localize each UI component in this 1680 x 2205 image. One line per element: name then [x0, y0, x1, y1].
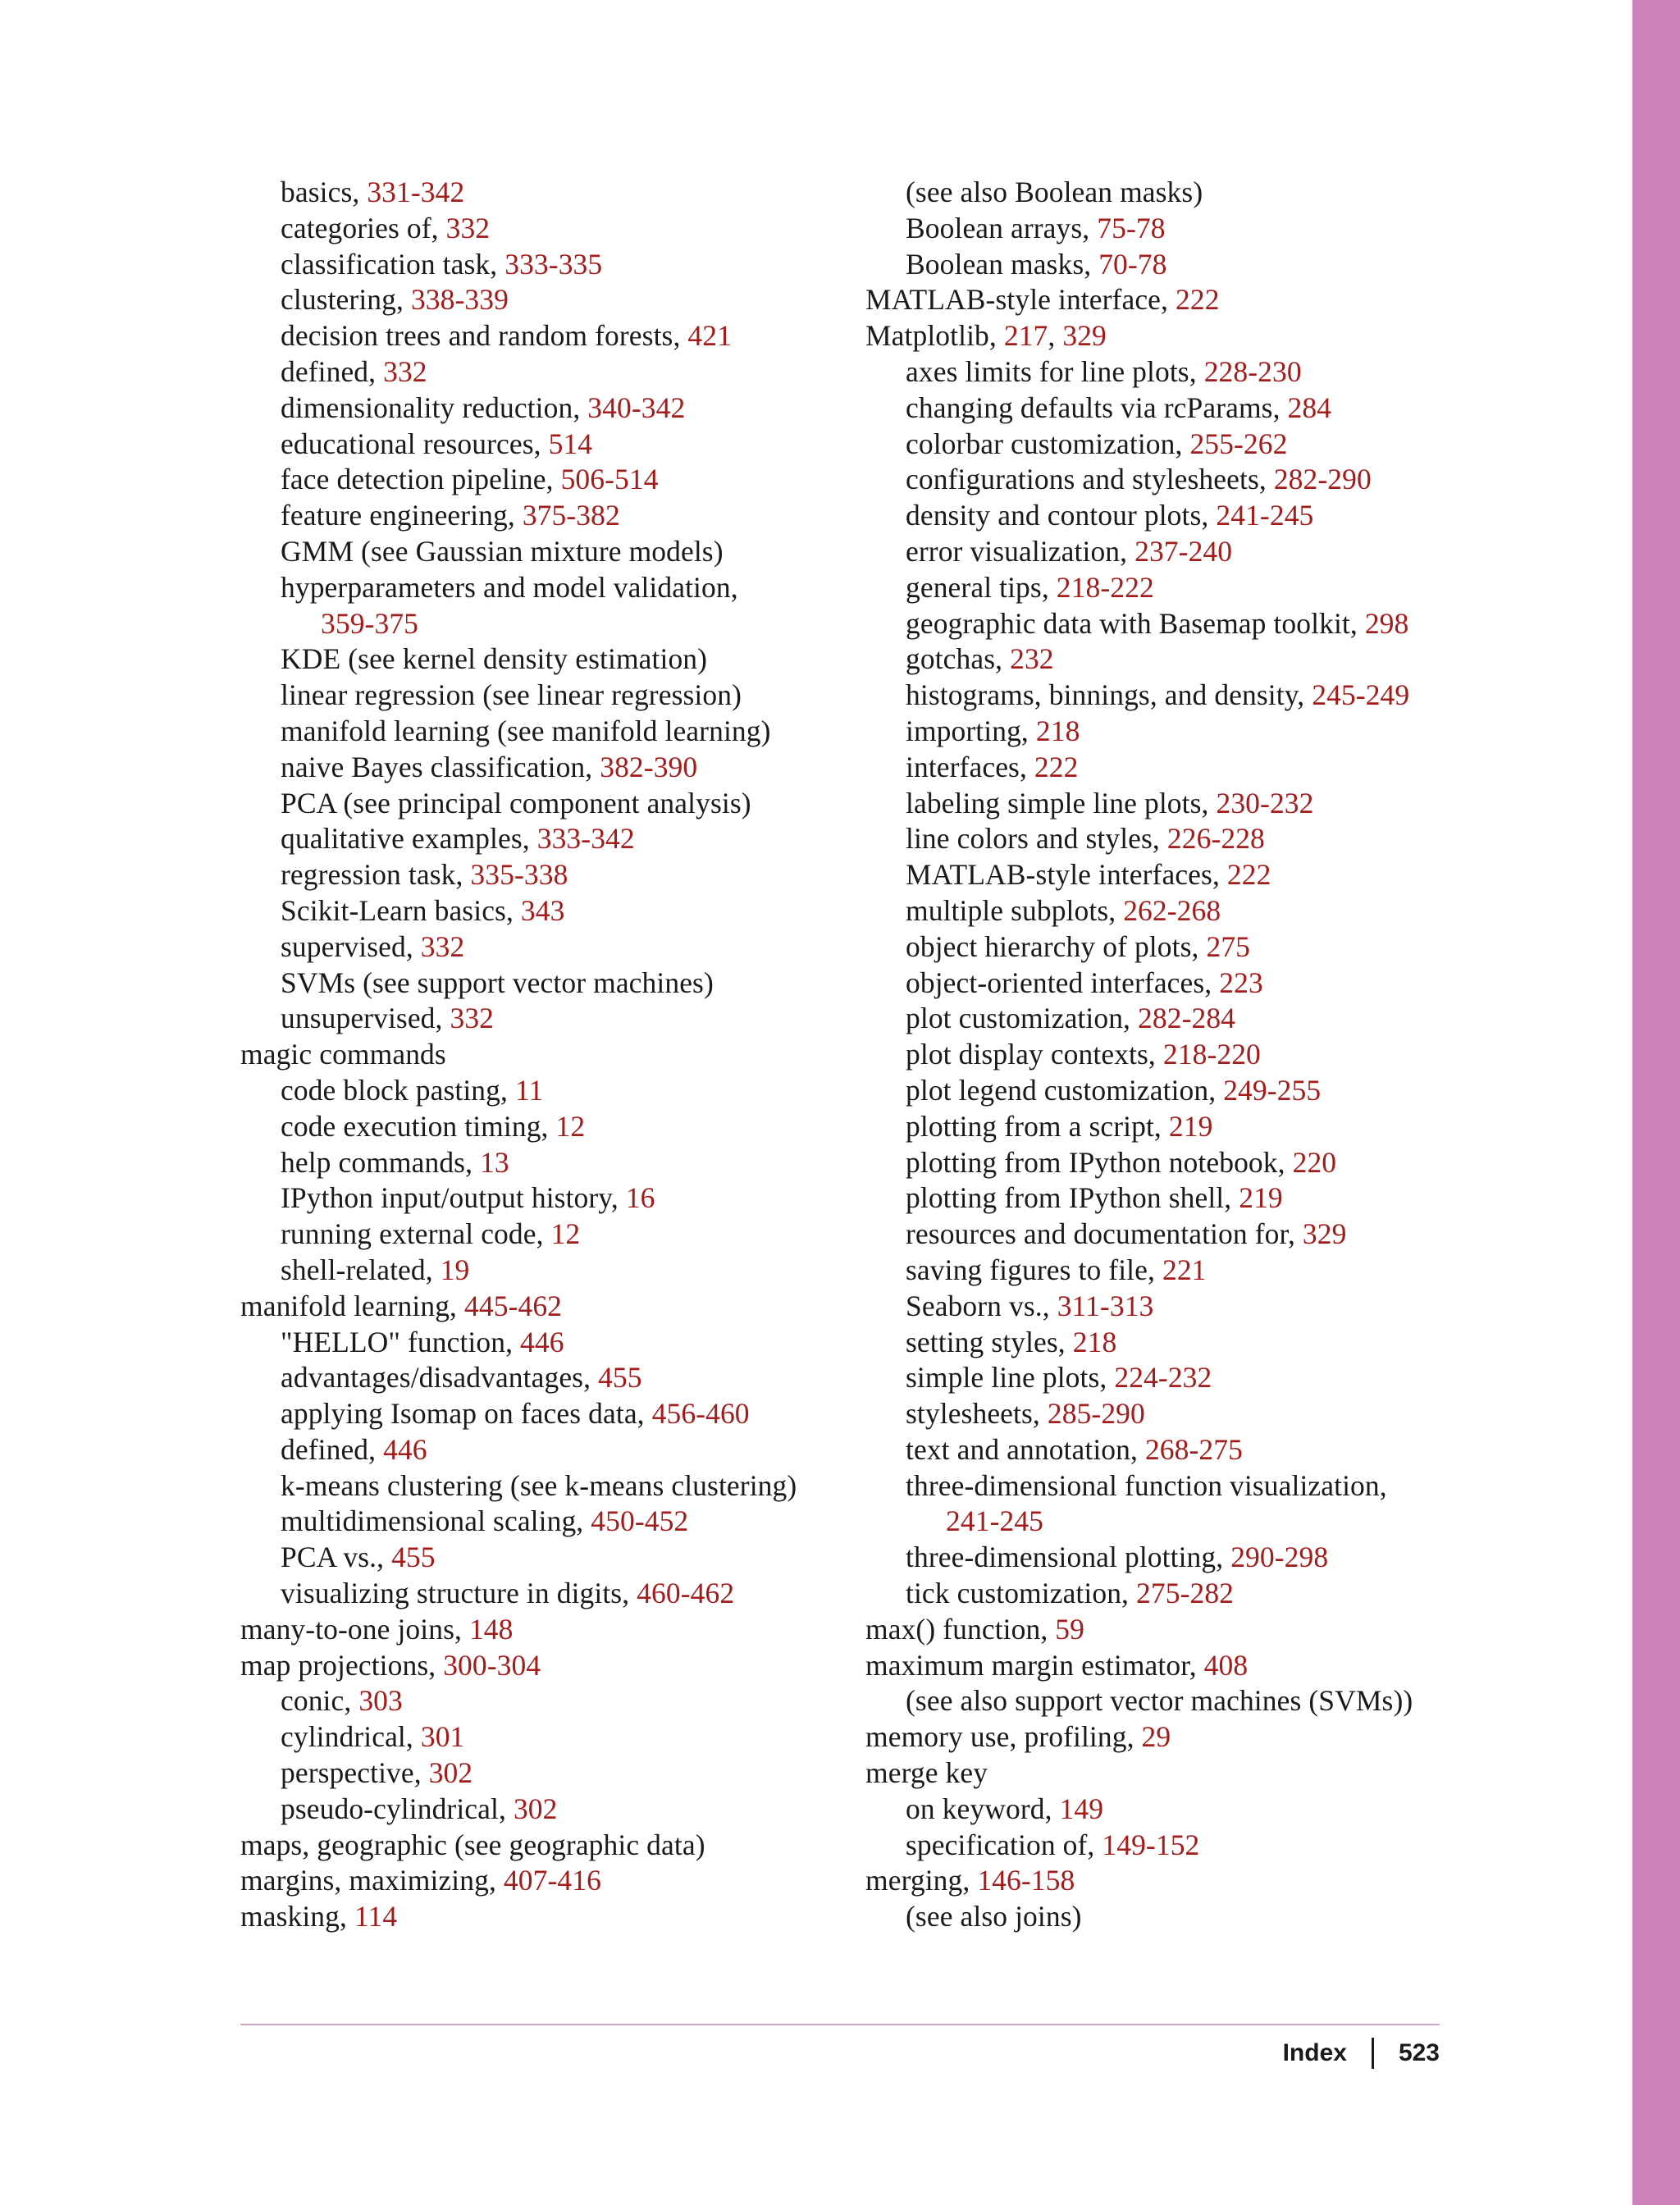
page-footer [1283, 2033, 1440, 2074]
page-reference-link[interactable]: 329 [1062, 319, 1107, 353]
page-reference-link[interactable]: 12 [550, 1217, 581, 1251]
index-entry [240, 1037, 888, 1073]
page-reference-link[interactable]: 329 [1302, 1217, 1347, 1251]
entry-term: "HELLO" function, [281, 1325, 521, 1358]
entry-term: interfaces, [906, 750, 1034, 783]
entry-term: margins, maximizing, [240, 1864, 504, 1897]
index-subentry [240, 1468, 888, 1504]
entry-term: unsupervised, [281, 1002, 450, 1035]
thumb-index-tab [1632, 0, 1680, 2205]
entry-term: manifold learning, [240, 1289, 465, 1322]
entry-term: line colors and styles, [906, 822, 1167, 856]
page-reference-link[interactable]: 19 [440, 1253, 470, 1286]
page-reference-link[interactable]: 262-268 [1123, 893, 1221, 927]
index-entry [240, 1289, 888, 1325]
entry-term: on keyword, [906, 1792, 1060, 1825]
entry-term: labeling simple line plots, [906, 786, 1217, 819]
index-subentry [240, 1360, 888, 1396]
page-reference-link[interactable]: 338-339 [410, 283, 509, 317]
page-reference-link[interactable]: 230-232 [1216, 786, 1314, 819]
page-reference-link[interactable]: 450-452 [591, 1504, 689, 1538]
entry-term: perspective, [281, 1756, 429, 1790]
page-reference-link[interactable]: 218-220 [1162, 1038, 1261, 1071]
page-reference-link[interactable]: 285-290 [1047, 1397, 1145, 1431]
entry-term: many-to-one joins, [240, 1612, 469, 1646]
index-subentry [865, 211, 1513, 247]
index-subentry [240, 1540, 888, 1576]
index-subentry [240, 1109, 888, 1145]
entry-term: applying Isomap on faces data, [281, 1397, 652, 1431]
index-subentry [240, 750, 888, 786]
page-reference-link[interactable]: 514 [548, 427, 593, 460]
index-subentry [865, 821, 1513, 857]
page-reference-link[interactable]: 446 [383, 1432, 427, 1466]
index-subentry [240, 857, 888, 893]
index-subentry [240, 1755, 888, 1792]
index-subentry [865, 1325, 1513, 1361]
index-entry [865, 318, 1513, 354]
page-reference-link[interactable]: 218-222 [1056, 570, 1154, 604]
page-reference-link[interactable]: 335-338 [470, 858, 568, 892]
page-reference-link[interactable]: 232 [1010, 642, 1054, 676]
page-reference-link[interactable]: 455 [598, 1361, 642, 1395]
page-reference-link[interactable]: 303 [358, 1684, 403, 1718]
page-reference-link[interactable]: 300-304 [443, 1648, 541, 1682]
page-reference-link[interactable]: 59 [1055, 1612, 1084, 1646]
footer-rule [240, 2024, 1440, 2025]
index-subentry [240, 1253, 888, 1289]
entry-term: object hierarchy of plots, [906, 929, 1207, 963]
index-subentry [240, 211, 888, 247]
page-reference-link[interactable]: 343 [520, 893, 565, 927]
entry-term: pseudo-cylindrical, [281, 1792, 514, 1825]
index-subentry [865, 641, 1513, 678]
page-reference-link[interactable]: 301 [420, 1720, 465, 1754]
entry-term: code block pasting, [281, 1073, 515, 1107]
index-subentry [865, 462, 1513, 498]
index-subentry [240, 318, 888, 354]
index-subentry [865, 1289, 1513, 1325]
entry-term: clustering, [281, 283, 411, 317]
entry-term: cylindrical, [281, 1720, 421, 1754]
index-subentry [865, 1432, 1513, 1468]
page-reference-link[interactable]: 333-335 [504, 247, 603, 281]
index-subentry [865, 1504, 1513, 1540]
entry-term: setting styles, [906, 1325, 1073, 1358]
entry-term: shell-related, [281, 1253, 441, 1286]
page-reference-link[interactable]: 332 [450, 1002, 495, 1035]
index-subentry [865, 678, 1513, 714]
page-reference-link[interactable]: 218 [1072, 1325, 1117, 1358]
index-subentry [240, 390, 888, 427]
entry-term: face detection pipeline, [281, 463, 561, 496]
entry-term: classification task, [281, 247, 505, 281]
entry-term: educational resources, [281, 427, 549, 460]
entry-term: three-dimensional plotting, [906, 1541, 1231, 1574]
page-reference-link[interactable]: 224-232 [1114, 1361, 1212, 1395]
page-number: 523 [1398, 2039, 1440, 2066]
entry-term: defined, [281, 1432, 384, 1466]
index-subentry [240, 929, 888, 966]
page-reference-link[interactable]: 275-282 [1136, 1577, 1235, 1610]
index-subentry [240, 1180, 888, 1217]
entry-term: SVMs (see support vector machines) [281, 966, 714, 999]
page-reference-link[interactable]: 226-228 [1166, 822, 1265, 856]
index-subentry [865, 390, 1513, 427]
page-reference-link[interactable]: 255-262 [1189, 427, 1288, 460]
index-subentry [240, 1792, 888, 1828]
entry-term: k-means clustering (see k-means clustering) [281, 1468, 797, 1502]
index-entry [865, 1719, 1513, 1755]
entry-term: (see also joins) [906, 1900, 1082, 1933]
index-subentry [865, 750, 1513, 786]
entry-term: regression task, [281, 858, 471, 892]
entry-term: advantages/disadvantages, [281, 1361, 599, 1395]
index-subentry [240, 1325, 888, 1361]
page-reference-link[interactable]: 222 [1226, 858, 1271, 892]
ref-separator: , [1048, 319, 1063, 353]
page-reference-link[interactable]: 311-313 [1057, 1289, 1154, 1322]
entry-term: Boolean masks, [906, 247, 1099, 281]
page-reference-link[interactable]: 290-298 [1230, 1541, 1329, 1574]
entry-term: basics, [281, 176, 368, 208]
entry-term: Boolean arrays, [906, 211, 1098, 244]
index-subentry [865, 1109, 1513, 1145]
entry-term: general tips, [906, 570, 1057, 604]
page-reference-link[interactable]: 332 [383, 354, 427, 388]
page-reference-link[interactable]: 241-245 [1216, 499, 1314, 532]
entry-term: qualitative examples, [281, 822, 537, 856]
page-reference-link[interactable]: 222 [1034, 750, 1079, 783]
entry-term: running external code, [281, 1217, 551, 1251]
page-reference-link[interactable]: 11 [514, 1073, 544, 1107]
page-reference-link[interactable]: 75-78 [1097, 211, 1166, 244]
entry-term: stylesheets, [906, 1397, 1048, 1431]
entry-term: Scikit-Learn basics, [281, 893, 521, 927]
page-reference-link[interactable]: 219 [1239, 1181, 1283, 1215]
entry-term: histograms, binnings, and density, [906, 678, 1312, 712]
index-subentry [240, 1217, 888, 1253]
index-subentry [865, 1396, 1513, 1432]
page-reference-link[interactable]: 282-290 [1273, 463, 1372, 496]
index-entry [240, 1828, 888, 1864]
index-subentry [240, 1145, 888, 1181]
index-subentry [865, 570, 1513, 606]
entry-term: Seaborn vs., [906, 1289, 1057, 1322]
index-subentry [865, 1001, 1513, 1037]
index-subentry [240, 786, 888, 822]
index-column-right [865, 175, 1513, 1935]
index-subentry [240, 1576, 888, 1612]
entry-term: masking, [240, 1900, 354, 1933]
page-reference-link[interactable]: 219 [1168, 1109, 1213, 1143]
page-reference-link[interactable]: 29 [1141, 1720, 1171, 1754]
entry-term: geographic data with Basemap toolkit, [906, 606, 1365, 640]
entry-term: configurations and stylesheets, [906, 463, 1274, 496]
entry-term: Matplotlib, [865, 319, 1004, 353]
index-entry [240, 1899, 888, 1935]
index-subentry [240, 1396, 888, 1432]
entry-term: (see also support vector machines (SVMs)) [906, 1684, 1413, 1718]
index-subentry [865, 966, 1513, 1002]
entry-term: PCA (see principal component analysis) [281, 786, 751, 819]
entry-term: dimensionality reduction, [281, 390, 588, 424]
index-subentry [240, 893, 888, 929]
page-reference-link[interactable]: 237-240 [1134, 534, 1233, 568]
entry-term: (see also Boolean masks) [906, 176, 1203, 208]
index-subentry [865, 857, 1513, 893]
entry-term: text and annotation, [906, 1432, 1145, 1466]
index-subentry [865, 1253, 1513, 1289]
entry-term: three-dimensional function visualization, [906, 1468, 1387, 1502]
footer-separator [1372, 2038, 1374, 2069]
page-reference-link[interactable]: 456-460 [651, 1397, 750, 1431]
index-entry [865, 1863, 1513, 1899]
entry-term: feature engineering, [281, 499, 523, 532]
entry-term: GMM (see Gaussian mixture models) [281, 534, 724, 568]
page-reference-link[interactable]: 249-255 [1223, 1073, 1322, 1107]
entry-term: axes limits for line plots, [906, 354, 1204, 388]
index-subentry [240, 175, 888, 211]
index-subentry [865, 498, 1513, 534]
index-subentry [240, 714, 888, 750]
entry-term: IPython input/output history, [281, 1181, 626, 1215]
index-column-left [240, 175, 888, 1935]
page-reference-link[interactable]: 114 [354, 1900, 398, 1933]
page-reference-link[interactable]: 302 [428, 1756, 473, 1790]
entry-term: plotting from IPython shell, [906, 1181, 1239, 1215]
page-reference-link[interactable]: 149 [1059, 1792, 1104, 1825]
entry-term: tick customization, [906, 1577, 1137, 1610]
page-reference-link[interactable]: 149-152 [1102, 1828, 1200, 1861]
page-reference-link[interactable]: 217 [1003, 319, 1048, 353]
entry-term: code execution timing, [281, 1109, 556, 1143]
entry-term: manifold learning (see manifold learning) [281, 714, 771, 747]
page-reference-link[interactable]: 332 [420, 929, 465, 963]
page-reference-link[interactable]: 223 [1219, 966, 1263, 999]
index-subentry [865, 893, 1513, 929]
index-subentry [240, 821, 888, 857]
entry-term: conic, [281, 1684, 359, 1718]
index-subentry [240, 534, 888, 570]
entry-term: visualizing structure in digits, [281, 1577, 637, 1610]
index-subentry [865, 175, 1513, 211]
entry-term: KDE (see kernel density estimation) [281, 642, 708, 676]
entry-term: saving figures to file, [906, 1253, 1162, 1286]
page-reference-link[interactable]: 218 [1035, 714, 1080, 747]
entry-term: PCA vs., [281, 1541, 392, 1574]
index-subentry [865, 929, 1513, 966]
index-subentry [865, 1828, 1513, 1864]
index-subentry [240, 1001, 888, 1037]
entry-term: magic commands [240, 1038, 446, 1071]
index-subentry [865, 1576, 1513, 1612]
index-entry [240, 1648, 888, 1684]
page-reference-link[interactable]: 241-245 [946, 1504, 1044, 1538]
page-reference-link[interactable]: 333-342 [536, 822, 635, 856]
entry-term: colorbar customization, [906, 427, 1190, 460]
entry-term: decision trees and random forests, [281, 319, 688, 353]
entry-term: memory use, profiling, [865, 1720, 1142, 1754]
entry-term: maps, geographic (see geographic data) [240, 1828, 705, 1861]
page-reference-link[interactable]: 284 [1287, 390, 1332, 424]
entry-term: object-oriented interfaces, [906, 966, 1220, 999]
page-reference-link[interactable]: 359-375 [321, 606, 419, 640]
entry-term: gotchas, [906, 642, 1011, 676]
entry-term: specification of, [906, 1828, 1102, 1861]
index-entry [865, 1612, 1513, 1648]
page-reference-link[interactable]: 421 [687, 319, 732, 353]
entry-term: merging, [865, 1864, 978, 1897]
index-entry [865, 282, 1513, 318]
entry-term: multidimensional scaling, [281, 1504, 591, 1538]
page-reference-link[interactable]: 298 [1364, 606, 1409, 640]
entry-term: error visualization, [906, 534, 1135, 568]
index-subentry [240, 247, 888, 283]
entry-term: help commands, [281, 1145, 481, 1179]
index-subentry [240, 641, 888, 678]
index-subentry [865, 1683, 1513, 1719]
entry-term: categories of, [281, 211, 446, 244]
page-reference-link[interactable]: 146-158 [977, 1864, 1075, 1897]
entry-term: plot legend customization, [906, 1073, 1224, 1107]
index-subentry [865, 1037, 1513, 1073]
index-subentry [240, 606, 888, 642]
index-subentry [240, 966, 888, 1002]
index-subentry [240, 1504, 888, 1540]
entry-term: plot customization, [906, 1002, 1139, 1035]
entry-term: multiple subplots, [906, 893, 1124, 927]
page-reference-link[interactable]: 282-284 [1138, 1002, 1236, 1035]
index-subentry [865, 534, 1513, 570]
index-subentry [865, 1899, 1513, 1935]
index-subentry [865, 247, 1513, 283]
entry-term: MATLAB-style interfaces, [906, 858, 1227, 892]
index-entry [865, 1755, 1513, 1792]
page-reference-link[interactable]: 221 [1162, 1253, 1207, 1286]
page-reference-link[interactable]: 340-342 [587, 390, 686, 424]
entry-term: importing, [906, 714, 1036, 747]
page-reference-link[interactable]: 12 [555, 1109, 586, 1143]
index-subentry [240, 1719, 888, 1755]
page-reference-link[interactable]: 332 [445, 211, 491, 244]
index-subentry [865, 1540, 1513, 1576]
index-subentry [240, 1683, 888, 1719]
page-reference-link[interactable]: 407-416 [503, 1864, 601, 1897]
page-reference-link[interactable]: 268-275 [1144, 1432, 1243, 1466]
index-entry [240, 1863, 888, 1899]
page-reference-link[interactable]: 16 [625, 1181, 655, 1215]
index-subentry [865, 1468, 1513, 1504]
entry-term: plotting from IPython notebook, [906, 1145, 1293, 1179]
page-reference-link[interactable]: 506-514 [560, 463, 659, 496]
page-reference-link[interactable]: 228-230 [1203, 354, 1302, 388]
index-subentry [240, 678, 888, 714]
page-reference-link[interactable]: 455 [391, 1541, 436, 1574]
page-reference-link[interactable]: 13 [480, 1145, 509, 1179]
index-subentry [240, 462, 888, 498]
page-reference-link[interactable]: 275 [1206, 929, 1251, 963]
index-subentry [865, 1792, 1513, 1828]
index-subentry [865, 1180, 1513, 1217]
page-reference-link[interactable]: 148 [468, 1612, 514, 1646]
page-reference-link[interactable]: 302 [513, 1792, 558, 1825]
entry-term: resources and documentation for, [906, 1217, 1303, 1251]
entry-term: naive Bayes classification, [281, 750, 600, 783]
entry-term: map projections, [240, 1648, 444, 1682]
entry-term: hyperparameters and model validation, [281, 570, 738, 604]
index-entry [240, 1612, 888, 1648]
page-reference-link[interactable]: 445-462 [464, 1289, 563, 1322]
page-reference-link[interactable]: 70-78 [1098, 247, 1167, 281]
page-reference-link[interactable]: 375-382 [522, 499, 620, 532]
index-subentry [865, 1073, 1513, 1109]
entry-term: changing defaults via rcParams, [906, 390, 1288, 424]
index-subentry [865, 786, 1513, 822]
index-subentry [865, 354, 1513, 390]
index-subentry [240, 1073, 888, 1109]
page-reference-link[interactable]: 222 [1176, 283, 1220, 317]
entry-term: linear regression (see linear regression) [281, 678, 742, 712]
footer-section-label: Index [1282, 2039, 1347, 2066]
entry-term: plot display contexts, [906, 1038, 1163, 1071]
entry-term: simple line plots, [906, 1361, 1115, 1395]
page-reference-link[interactable]: 331-342 [367, 176, 465, 208]
index-subentry [865, 1360, 1513, 1396]
page-reference-link[interactable]: 460-462 [637, 1577, 735, 1610]
entry-term: defined, [281, 354, 384, 388]
index-subentry [240, 1432, 888, 1468]
entry-term: max() function, [865, 1612, 1056, 1646]
page-reference-link[interactable]: 382-390 [600, 750, 698, 783]
index-subentry [240, 354, 888, 390]
entry-term: supervised, [281, 929, 421, 963]
page-reference-link[interactable]: 245-249 [1312, 678, 1410, 712]
index-subentry [240, 570, 888, 606]
index-subentry [240, 498, 888, 534]
index-subentry [865, 1217, 1513, 1253]
index-entry [865, 1648, 1513, 1684]
page-reference-link[interactable]: 446 [520, 1325, 564, 1358]
entry-term: MATLAB-style interface, [865, 283, 1176, 317]
entry-term: merge key [865, 1756, 988, 1790]
index-subentry [865, 714, 1513, 750]
index-subentry [865, 606, 1513, 642]
index-subentry [240, 427, 888, 463]
index-subentry [240, 282, 888, 318]
entry-term: plotting from a script, [906, 1109, 1169, 1143]
index-subentry [865, 427, 1513, 463]
page-reference-link[interactable]: 220 [1292, 1145, 1337, 1179]
index-subentry [865, 1145, 1513, 1181]
entry-term: density and contour plots, [906, 499, 1217, 532]
page-reference-link[interactable]: 408 [1203, 1648, 1249, 1682]
entry-term: maximum margin estimator, [865, 1648, 1204, 1682]
